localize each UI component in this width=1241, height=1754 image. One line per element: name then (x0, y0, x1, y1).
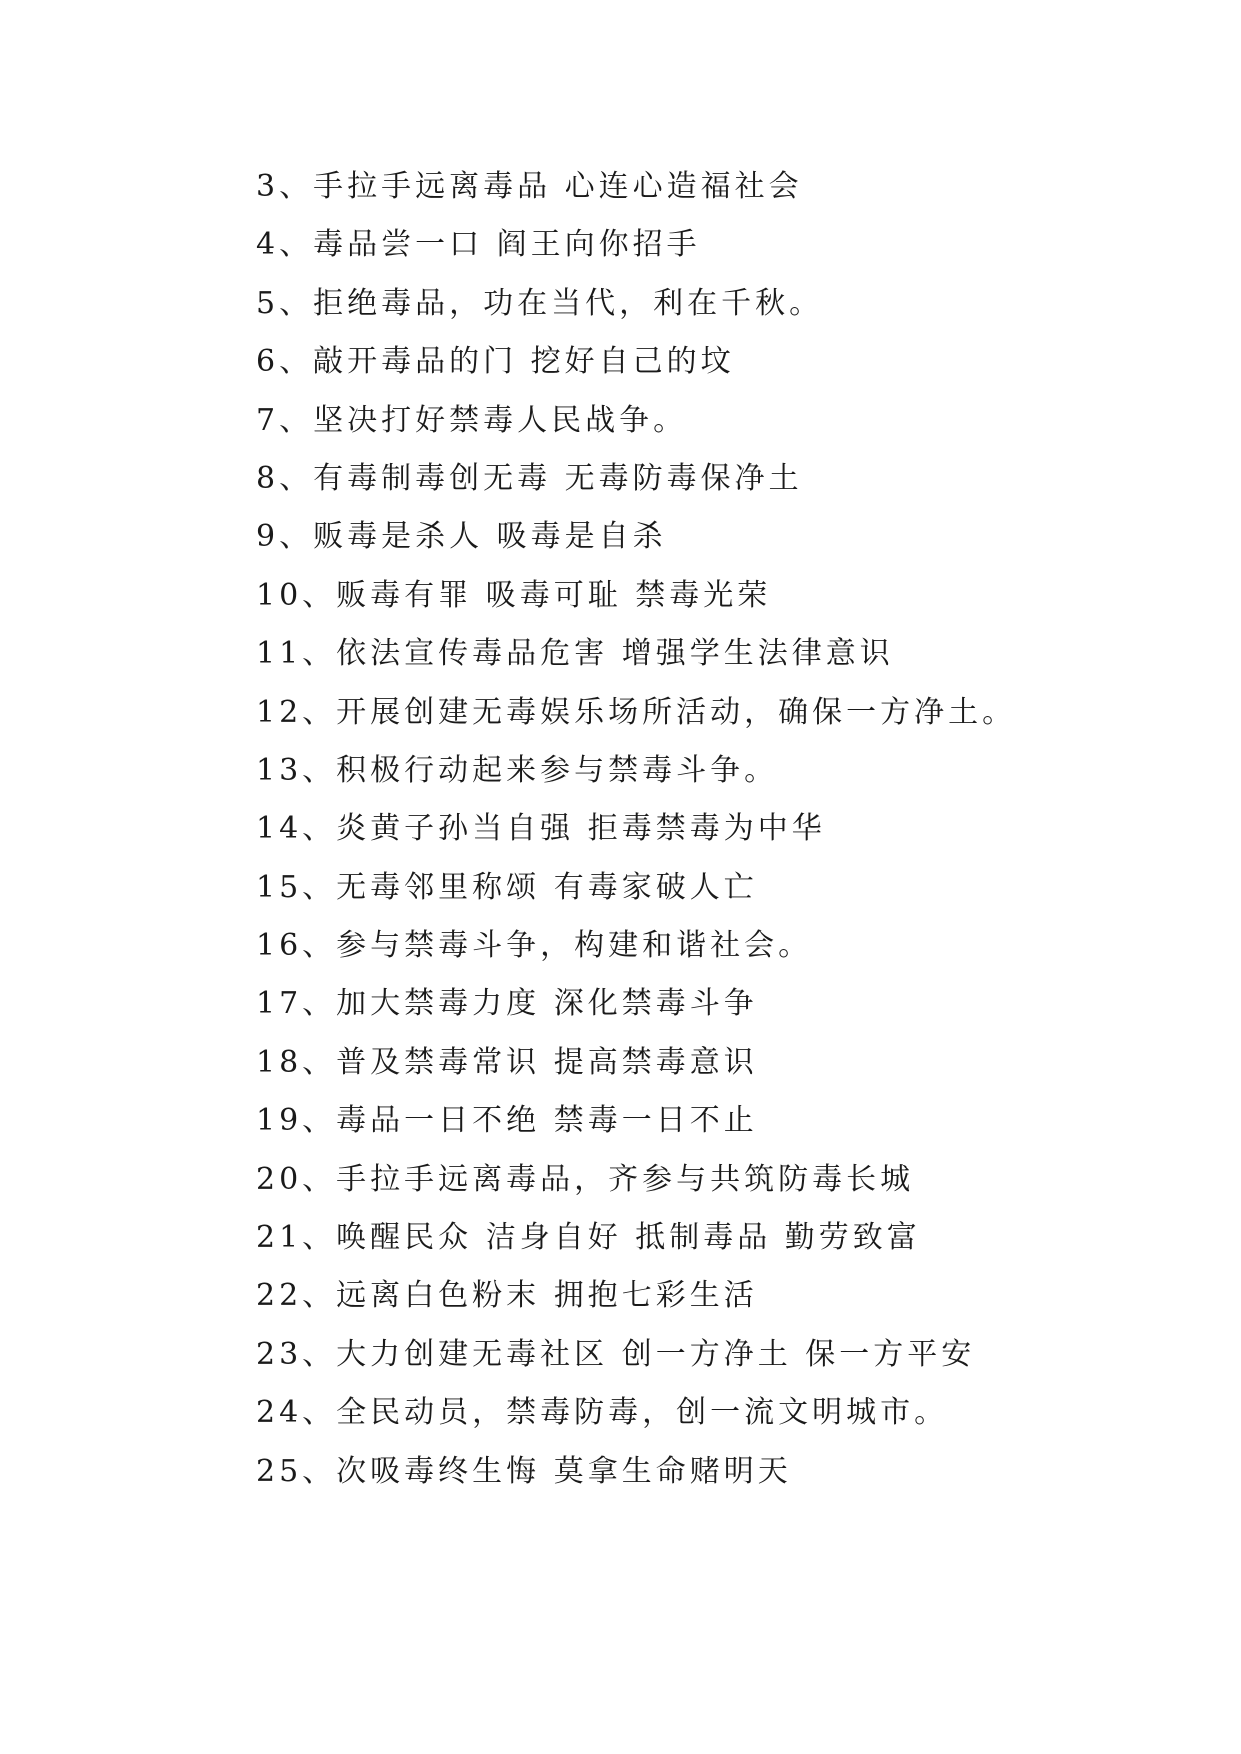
list-item: 5、拒绝毒品，功在当代，利在千秋。 (256, 285, 824, 321)
list-item: 10、贩毒有罪 吸毒可耻 禁毒光荣 (256, 577, 772, 613)
list-item: 13、积极行动起来参与禁毒斗争。 (256, 752, 779, 788)
list-item: 4、毒品尝一口 阎王向你招手 (256, 227, 701, 263)
list-item: 16、参与禁毒斗争，构建和谐社会。 (256, 928, 813, 964)
list-item: 15、无毒邻里称颂 有毒家破人亡 (256, 869, 758, 905)
list-item: 23、大力创建无毒社区 创一方净土 保一方平安 (256, 1336, 976, 1372)
list-item: 19、毒品一日不绝 禁毒一日不止 (256, 1103, 758, 1139)
list-item: 25、次吸毒终生悔 莫拿生命赌明天 (256, 1453, 792, 1489)
list-item: 9、贩毒是杀人 吸毒是自杀 (256, 519, 667, 555)
list-item: 11、依法宣传毒品危害 增强学生法律意识 (256, 636, 894, 672)
list-item: 3、手拉手远离毒品 心连心造福社会 (256, 169, 803, 204)
list-item: 7、坚决打好禁毒人民战争。 (256, 402, 688, 438)
list-item: 12、开展创建无毒娱乐场所活动，确保一方净土。 (256, 694, 1017, 730)
list-item: 6、敲开毒品的门 挖好自己的坟 (256, 344, 735, 380)
list-item: 24、全民动员，禁毒防毒，创一流文明城市。 (256, 1395, 949, 1431)
list-item: 8、有毒制毒创无毒 无毒防毒保净土 (256, 460, 803, 496)
slogan-list (256, 158, 1016, 1501)
list-item: 20、手拉手远离毒品，齐参与共筑防毒长城 (256, 1161, 915, 1197)
list-item: 18、普及禁毒常识 提高禁毒意识 (256, 1044, 758, 1080)
list-item: 17、加大禁毒力度 深化禁毒斗争 (256, 986, 758, 1022)
list-item: 21、唤醒民众 洁身自好 抵制毒品 勤劳致富 (256, 1220, 921, 1256)
list-item: 22、远离白色粉末 拥抱七彩生活 (256, 1278, 758, 1314)
list-item: 14、炎黄子孙当自强 拒毒禁毒为中华 (256, 811, 826, 847)
